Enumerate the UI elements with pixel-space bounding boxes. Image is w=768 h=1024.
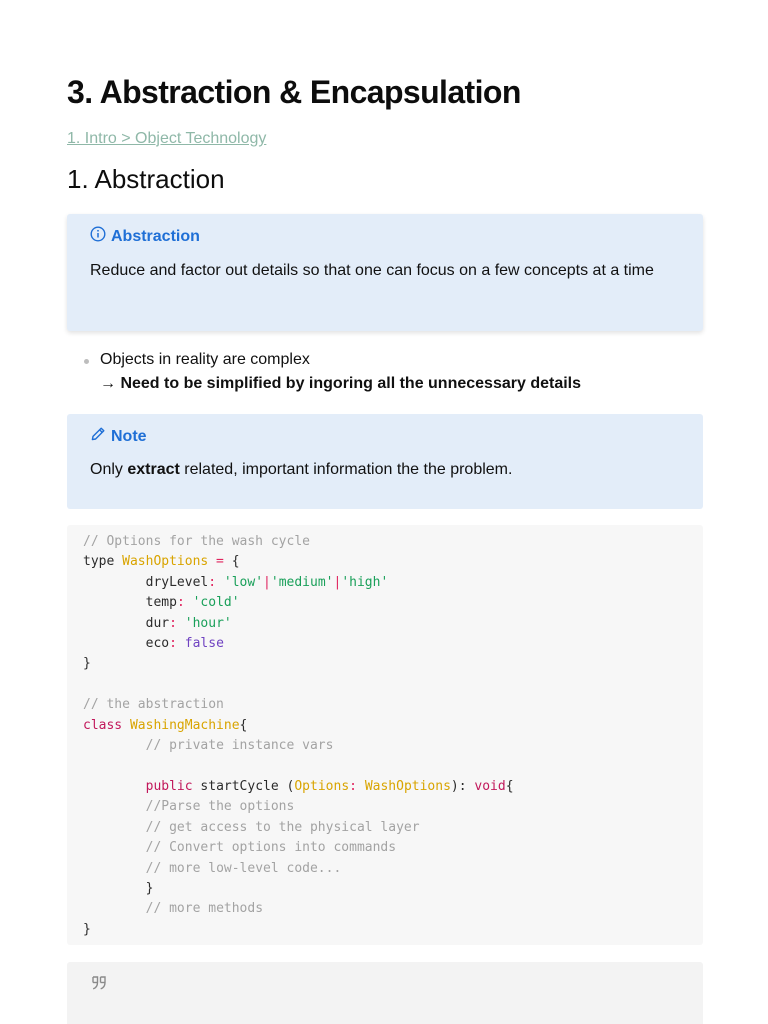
- code-block[interactable]: [67, 525, 703, 945]
- callout-body: [90, 458, 681, 482]
- quote-block: [67, 962, 703, 1024]
- callout-header: [90, 226, 200, 247]
- bullet-dot: [84, 359, 89, 364]
- callout-title: Abstraction: [111, 227, 200, 245]
- bullet-list: [67, 348, 703, 396]
- list-item-text: Objects in reality are complex: [100, 351, 310, 368]
- section-heading: 1. Abstraction: [67, 164, 225, 194]
- info-circle-icon: [90, 226, 111, 247]
- callout-title: Note: [111, 427, 147, 445]
- list-item: [67, 348, 703, 372]
- code-content: // Options for the wash cycle type WashOptions = { dryLevel: 'low'|'medium'|'high' temp: 'cold' dur: 'hour' eco: false } // the abstraction class WashingMachine{ // private instance vars public startCycle (Options: WashOptions): void{ //Parse the options // get access to the physical layer // Convert options into commands // more low-level code... } // more methods }: [83, 534, 514, 937]
- note-callout: [67, 414, 703, 509]
- page-title: 3. Abstraction & Encapsulation: [67, 74, 521, 110]
- list-item-subtext: → Need to be simplified by ingoring all the unnecessary details: [100, 375, 581, 392]
- callout-header: [90, 426, 147, 447]
- callout-body: Reduce and factor out details so that one can focus on a few concepts at a time: [90, 262, 654, 279]
- quote-icon: [90, 975, 108, 996]
- abstraction-callout: [67, 214, 703, 331]
- note-text-prefix: Only: [90, 461, 128, 478]
- note-text-bold: extract: [127, 461, 180, 478]
- pencil-icon: [90, 426, 111, 447]
- note-text-suffix: related, important information the the problem.: [179, 461, 513, 478]
- breadcrumb-link[interactable]: 1. Intro > Object Technology: [67, 130, 267, 147]
